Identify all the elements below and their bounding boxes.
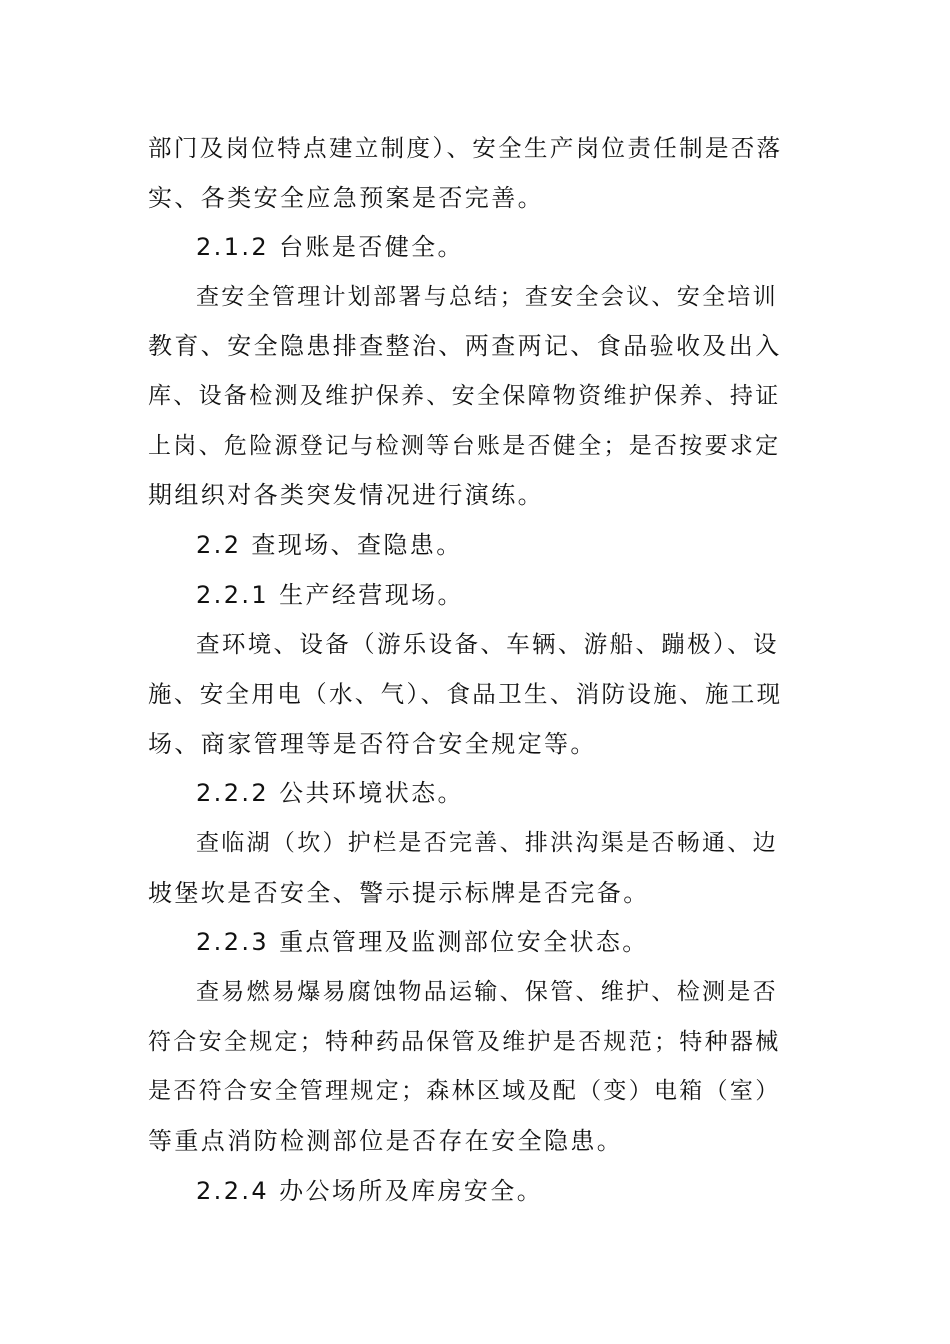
text-line: 查安全管理计划部署与总结；查安全会议、安全培训 [196, 284, 778, 310]
text-line: 等重点消防检测部位是否存在安全隐患。 [148, 1127, 624, 1155]
text-line: 库、设备检测及维护保养、安全保障物资维护保养、持证 [148, 383, 781, 409]
text-line: 查临湖（坎）护栏是否完善、排洪沟渠是否畅通、边 [196, 830, 778, 856]
section-heading: 2.2.1 生产经营现场。 [196, 581, 464, 609]
text-line: 是否符合安全管理规定；森林区域及配（变）电箱（室） [148, 1078, 781, 1104]
text-line: 上岗、危险源登记与检测等台账是否健全；是否按要求定 [148, 433, 781, 459]
text-line: 坡堡坎是否安全、警示提示标牌是否完备。 [148, 879, 650, 907]
text-line: 部门及岗位特点建立制度）、安全生产岗位责任制是否落 [148, 134, 783, 162]
section-heading: 2.2 查现场、查隐患。 [196, 531, 463, 559]
text-line: 查易燃易爆易腐蚀物品运输、保管、维护、检测是否 [196, 979, 778, 1005]
text-line: 场、商家管理等是否符合安全规定等。 [148, 730, 597, 758]
text-line: 查环境、设备（游乐设备、车辆、游船、蹦极）、设 [196, 630, 779, 658]
text-line: 施、安全用电（水、气）、食品卫生、消防设施、施工现 [148, 680, 783, 708]
section-heading: 2.1.2 台账是否健全。 [196, 233, 464, 261]
text-line: 实、各类安全应急预案是否完善。 [148, 184, 544, 212]
text-line: 期组织对各类突发情况进行演练。 [148, 481, 544, 509]
text-line: 符合安全规定；特种药品保管及维护是否规范；特种器械 [148, 1029, 781, 1055]
text-line: 教育、安全隐患排查整治、两查两记、食品验收及出入 [148, 332, 782, 360]
section-heading: 2.2.3 重点管理及监测部位安全状态。 [196, 928, 649, 956]
section-heading: 2.2.4 办公场所及库房安全。 [196, 1177, 544, 1205]
section-heading: 2.2.2 公共环境状态。 [196, 779, 464, 807]
